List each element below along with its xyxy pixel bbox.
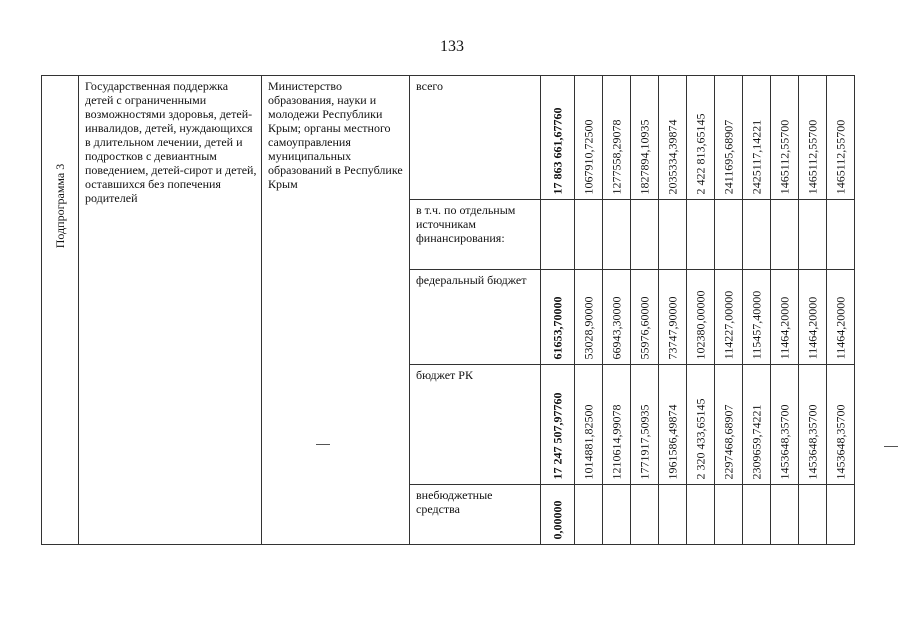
year-cell bbox=[715, 270, 743, 365]
year-value: 1465112,55700 bbox=[833, 119, 848, 194]
year-value: 115457,40000 bbox=[749, 290, 764, 359]
year-cell bbox=[799, 485, 827, 545]
total-value: 0,00000 bbox=[550, 500, 565, 539]
total-cell bbox=[541, 270, 575, 365]
year-value: 1771917,50935 bbox=[637, 404, 652, 479]
year-cell bbox=[659, 270, 687, 365]
year-value: 1453648,35700 bbox=[805, 404, 820, 479]
year-cell bbox=[827, 365, 855, 485]
year-cell bbox=[575, 200, 603, 270]
year-cell bbox=[575, 365, 603, 485]
year-cell bbox=[743, 270, 771, 365]
executor: Министерство образования, науки и молодежи Республики Крым; органы местного самоуправления муниципальных образований в Республике Крым bbox=[268, 79, 403, 191]
total-value: 17 863 661,67760 bbox=[550, 107, 565, 194]
program-label: Подпрограмма 3 bbox=[53, 163, 67, 249]
year-value: 2411695,68907 bbox=[721, 119, 736, 194]
year-cell bbox=[687, 270, 715, 365]
year-cell bbox=[827, 76, 855, 200]
source-cell bbox=[410, 76, 541, 200]
year-value: 1067910,72500 bbox=[581, 119, 596, 194]
year-cell bbox=[715, 200, 743, 270]
year-cell bbox=[743, 76, 771, 200]
year-value: 2425117,14221 bbox=[749, 119, 764, 194]
source-label: в т.ч. по отдельным источникам финансирования: bbox=[416, 203, 516, 245]
year-value: 1465112,55700 bbox=[805, 119, 820, 194]
year-cell bbox=[715, 76, 743, 200]
year-cell bbox=[771, 485, 799, 545]
executor-cell bbox=[262, 76, 410, 545]
year-cell bbox=[771, 270, 799, 365]
source-label: федеральный бюджет bbox=[416, 273, 527, 287]
total-cell bbox=[541, 76, 575, 200]
year-cell bbox=[631, 270, 659, 365]
year-cell bbox=[575, 270, 603, 365]
source-label: бюджет РК bbox=[416, 368, 473, 382]
year-cell bbox=[603, 76, 631, 200]
year-cell bbox=[827, 270, 855, 365]
year-value: 73747,90000 bbox=[665, 296, 680, 359]
year-value: 2 422 813,65145 bbox=[693, 113, 708, 194]
year-cell bbox=[799, 76, 827, 200]
year-value: 1210614,99078 bbox=[609, 404, 624, 479]
year-value: 2309659,74221 bbox=[749, 404, 764, 479]
total-cell bbox=[541, 485, 575, 545]
source-cell bbox=[410, 200, 541, 270]
total-cell bbox=[541, 365, 575, 485]
year-value: 2 320 433,65145 bbox=[693, 398, 708, 479]
program-cell bbox=[42, 76, 79, 545]
year-cell bbox=[603, 365, 631, 485]
page-number: 133 bbox=[440, 38, 464, 55]
source-cell bbox=[410, 365, 541, 485]
year-cell bbox=[603, 485, 631, 545]
year-cell bbox=[799, 200, 827, 270]
year-cell bbox=[631, 76, 659, 200]
year-cell bbox=[743, 365, 771, 485]
year-cell bbox=[771, 200, 799, 270]
year-value: 66943,30000 bbox=[609, 296, 624, 359]
program-name-cell bbox=[79, 76, 262, 545]
program-name: Государственная поддержка детей с ограниченными возможностями здоровья, детей-инвалидов, детей, нуждающихся в длительном лечении, детей и подростков с девиантным поведением, детей-сирот и детей, оставшихся без попечения родителей bbox=[85, 79, 257, 205]
year-cell bbox=[687, 200, 715, 270]
year-cell bbox=[687, 485, 715, 545]
year-cell bbox=[799, 270, 827, 365]
year-cell bbox=[799, 365, 827, 485]
total-cell bbox=[541, 200, 575, 270]
year-value: 1827894,10935 bbox=[637, 119, 652, 194]
year-cell bbox=[687, 365, 715, 485]
funding-table bbox=[41, 75, 855, 545]
total-value: 17 247 507,97760 bbox=[550, 392, 565, 479]
year-value: 2035334,39874 bbox=[665, 119, 680, 194]
year-cell bbox=[659, 485, 687, 545]
year-cell bbox=[659, 76, 687, 200]
year-value: 1465112,55700 bbox=[777, 119, 792, 194]
source-cell bbox=[410, 485, 541, 545]
year-cell bbox=[743, 200, 771, 270]
year-cell bbox=[659, 365, 687, 485]
scan-mark bbox=[884, 446, 898, 447]
year-value: 1277558,29078 bbox=[609, 119, 624, 194]
year-cell bbox=[715, 485, 743, 545]
year-cell bbox=[603, 270, 631, 365]
year-cell bbox=[827, 485, 855, 545]
year-cell bbox=[603, 200, 631, 270]
year-cell bbox=[575, 76, 603, 200]
source-label: внебюджетные средства bbox=[416, 488, 493, 516]
year-value: 1453648,35700 bbox=[777, 404, 792, 479]
year-cell bbox=[631, 365, 659, 485]
year-cell bbox=[575, 485, 603, 545]
year-cell bbox=[631, 200, 659, 270]
year-value: 1453648,35700 bbox=[833, 404, 848, 479]
year-value: 2297468,68907 bbox=[721, 404, 736, 479]
source-label: всего bbox=[416, 79, 444, 93]
table-row bbox=[42, 76, 855, 200]
year-value: 55976,60000 bbox=[637, 296, 652, 359]
year-cell bbox=[659, 200, 687, 270]
year-cell bbox=[771, 365, 799, 485]
year-value: 53028,90000 bbox=[581, 296, 596, 359]
year-value: 114227,00000 bbox=[721, 290, 736, 359]
total-value: 61653,70000 bbox=[550, 296, 565, 359]
year-cell bbox=[771, 76, 799, 200]
year-value: 11464,20000 bbox=[805, 296, 820, 359]
year-value: 11464,20000 bbox=[777, 296, 792, 359]
year-value: 11464,20000 bbox=[833, 296, 848, 359]
year-cell bbox=[687, 76, 715, 200]
source-cell bbox=[410, 270, 541, 365]
year-cell bbox=[631, 485, 659, 545]
year-cell bbox=[715, 365, 743, 485]
year-cell bbox=[743, 485, 771, 545]
year-cell bbox=[827, 200, 855, 270]
scan-mark bbox=[316, 444, 330, 445]
year-value: 1014881,82500 bbox=[581, 404, 596, 479]
year-value: 1961586,49874 bbox=[665, 404, 680, 479]
year-value: 102380,00000 bbox=[693, 290, 708, 359]
